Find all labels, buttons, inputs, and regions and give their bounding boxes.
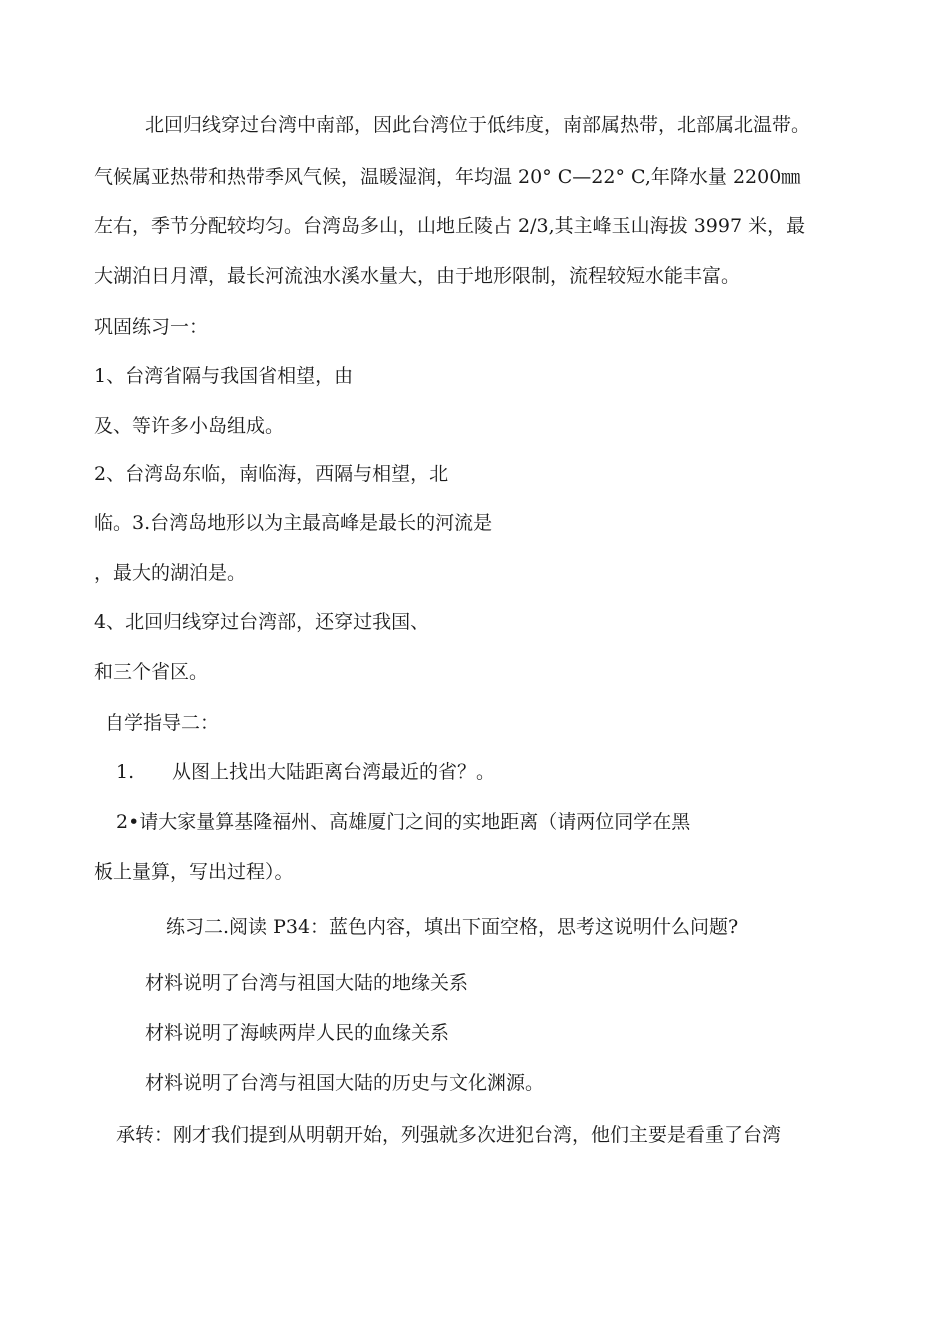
exercise-line: 2、台湾岛东临，南临海，西隔与相望，北 (94, 463, 449, 485)
exercise-line: 及、等许多小岛组成。 (94, 415, 285, 437)
exercise-heading: 练习二.阅读 P34：蓝色内容，填出下面空格，思考这说明什么问题? (166, 916, 739, 938)
section-heading: 自学指导二： (105, 712, 220, 734)
list-number: 1. (116, 761, 135, 783)
exercise-line: 和三个省区。 (94, 661, 209, 683)
exercise-line: 4、北回归线穿过台湾部，还穿过我国、 (94, 611, 430, 633)
paragraph-line: 板上量算，写出过程）。 (94, 861, 294, 883)
list-item: 2•请大家量算基隆福州、高雄厦门之间的实地距离（请两位同学在黑 (116, 811, 691, 833)
material-line: 材料说明了台湾与祖国大陆的历史与文化渊源。 (145, 1072, 545, 1094)
material-line: 材料说明了台湾与祖国大陆的地缘关系 (145, 972, 469, 994)
exercise-line: 临。3.台湾岛地形以为主最高峰是最长的河流是 (94, 512, 493, 534)
exercise-line: 1、台湾省隔与我国省相望，由 (94, 365, 354, 387)
paragraph-line: 大湖泊日月潭，最长河流浊水溪水量大，由于地形限制，流程较短水能丰富。 (94, 265, 741, 287)
paragraph-line: 承转：刚才我们提到从明朝开始，列强就多次进犯台湾，他们主要是看重了台湾 (116, 1124, 782, 1146)
paragraph-line: 北回归线穿过台湾中南部，因此台湾位于低纬度，南部属热带，北部属北温带。 (145, 114, 811, 136)
exercise-line: ，最大的湖泊是。 (94, 562, 247, 584)
material-line: 材料说明了海峡两岸人民的血缘关系 (145, 1022, 450, 1044)
paragraph-line: 气候属亚热带和热带季风气候，温暖湿润，年均温 20° C—22° C,年降水量 2200㎜ (94, 166, 801, 188)
paragraph-line: 左右，季节分配较均匀。台湾岛多山，山地丘陵占 2/3,其主峰玉山海拔 3997 米，最 (94, 215, 806, 237)
list-item-text: 从图上找出大陆距离台湾最近的省？。 (172, 761, 496, 783)
list-item (116, 760, 495, 784)
section-heading: 巩固练习一： (94, 316, 209, 338)
